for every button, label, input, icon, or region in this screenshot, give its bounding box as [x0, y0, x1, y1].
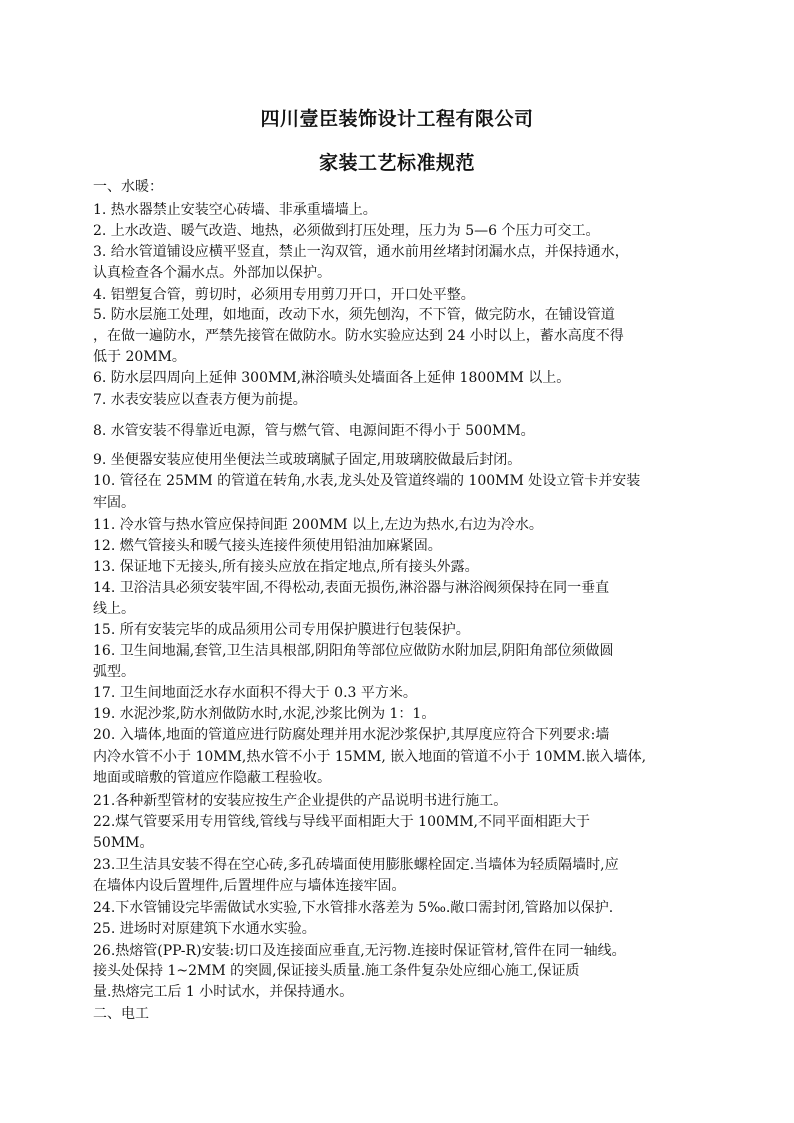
body-line: 地面或暗敷的管道应作隐蔽工程验收。: [93, 770, 331, 786]
company-title: 四川壹臣装饰设计工程有限公司: [260, 108, 534, 130]
section-heading: 一、水暖：: [93, 179, 163, 195]
body-line: 量.热熔完工后 1 小时试水，并保持通水。: [93, 984, 354, 1000]
body-line: 9. 坐便器安装应使用坐便法兰或玻璃腻子固定,用玻璃胶做最后封闭。: [93, 452, 522, 468]
body-line: 50MM。: [93, 835, 154, 851]
body-line: 认真检查各个漏水点。外部加以保护。: [93, 265, 331, 281]
body-line: 低于 20MM。: [93, 349, 186, 365]
body-line: 12. 燃气管接头和暖气接头连接件须使用铅油加麻紧固。: [93, 538, 442, 554]
body-line: 15. 所有安装完毕的成品须用公司专用保护膜进行包装保护。: [93, 622, 470, 638]
body-line: 10. 管径在 25MM 的管道在转角,水表,龙头处及管道终端的 100MM 处设立管卡并安装: [93, 473, 641, 489]
body-line: 接头处保持 1~2MM 的突圆,保证接头质量.施工条件复杂处应细心施工,保证质: [93, 963, 580, 979]
body-line: 19. 水泥沙浆,防水剂做防水时,水泥,沙浆比例为 1：1。: [93, 706, 436, 722]
body-line: 内冷水管不小于 10MM,热水管不小于 15MM, 嵌入地面的管道不小于 10MM.嵌入墙体,: [93, 749, 647, 765]
body-line: 2. 上水改造、暖气改造、地热，必须做到打压处理，压力为 5—6 个压力可交工。: [93, 223, 600, 239]
body-line: 25. 进场时对原建筑下水通水实验。: [93, 921, 316, 937]
body-line: 7. 水表安装应以查表方便为前提。: [93, 392, 307, 408]
body-line: 3. 给水管道铺设应横平竖直，禁止一沟双管，通水前用丝堵封闭漏水点，并保持通水，: [93, 244, 629, 260]
body-line: 24.下水管铺设完毕需做试水实验,下水管排水落差为 5‰.敞口需封闭,管路加以保护.: [93, 900, 614, 916]
body-line: 11. 冷水管与热水管应保持间距 200MM 以上,左边为热水,右边为冷水。: [93, 517, 543, 533]
body-line: 20. 入墙体,地面的管道应进行防腐处理并用水泥沙浆保护,其厚度应符合下列要求:墙: [93, 727, 610, 743]
body-line: 4. 铝塑复合管，剪切时，必须用专用剪刀开口，开口处平整。: [93, 287, 475, 303]
body-line: 8. 水管安装不得靠近电源，管与燃气管、电源间距不得小于 500MM。: [93, 423, 535, 439]
document-title: 家装工艺标准规范: [318, 152, 475, 174]
body-line: 13. 保证地下无接头,所有接头应放在指定地点,所有接头外露。: [93, 559, 479, 575]
body-line: 5. 防水层施工处理，如地面，改动下水，须先刨沟，不下管，做完防水，在铺设管道: [93, 307, 615, 323]
body-line: 22.煤气管要采用专用管线,管线与导线平面相距大于 100MM,不同平面相距大于: [93, 814, 591, 830]
body-line: 16. 卫生间地漏,套管,卫生洁具根部,阴阳角等部位应做防水附加层,阴阳角部位须做圆: [93, 643, 614, 659]
body-line: 6. 防水层四周向上延伸 300MM,淋浴喷头处墙面各上延伸 1800MM 以上。: [93, 370, 571, 386]
body-line: 23.卫生洁具安装不得在空心砖,多孔砖墙面使用膨胀螺栓固定.当墙体为轻质隔墙时,应: [93, 857, 619, 873]
body-line: 弧型。: [93, 664, 135, 680]
body-line: 17. 卫生间地面泛水存水面积不得大于 0.3 平方米。: [93, 685, 417, 701]
body-line: ，在做一遍防水，严禁先接管在做防水。防水实验应达到 24 小时以上，蓄水高度不得: [93, 328, 624, 344]
body-line: 线上。: [93, 601, 135, 617]
body-line: 14. 卫浴洁具必须安装牢固,不得松动,表面无损伤,淋浴器与淋浴阀须保持在同一垂直: [93, 580, 610, 596]
body-line: 1. 热水器禁止安装空心砖墙、非承重墙墙上。: [93, 202, 377, 218]
body-line: 牢固。: [93, 495, 135, 511]
body-line: 26.热熔管(PP-R)安装:切口及连接面应垂直,无污物.连接时保证管材,管件在同一轴线。: [93, 943, 626, 959]
body-line: 在墙体内设后置埋件,后置埋件应与墙体连接牢固。: [93, 878, 406, 894]
section-heading: 二、电工: [93, 1006, 149, 1022]
body-line: 21.各种新型管材的安装应按生产企业提供的产品说明书进行施工。: [93, 793, 508, 809]
